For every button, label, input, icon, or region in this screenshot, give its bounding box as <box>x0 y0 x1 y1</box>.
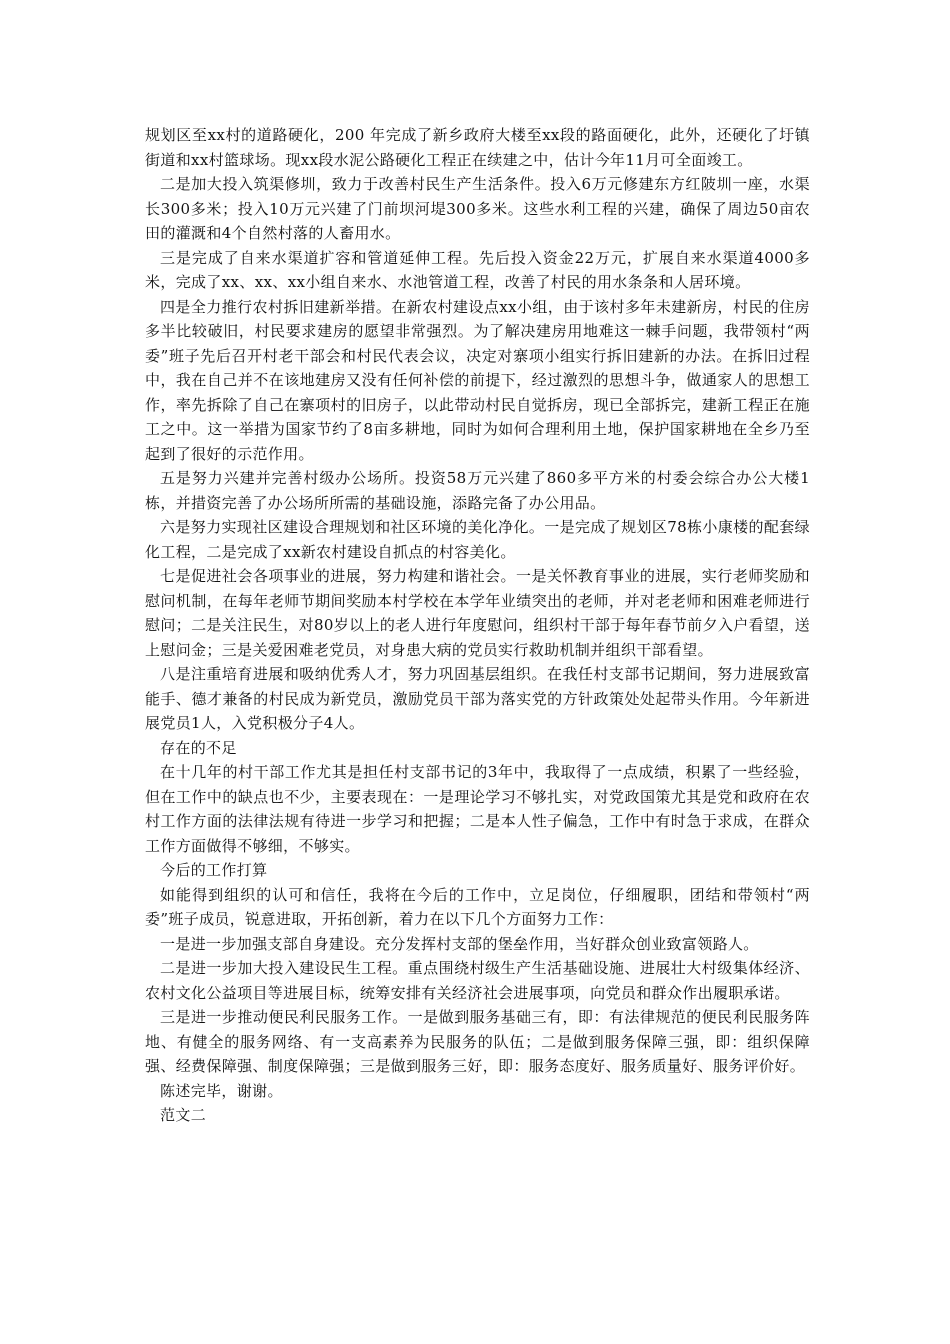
paragraph-future-intro: 如能得到组织的认可和信任，我将在今后的工作中，立足岗位，仔细履职，团结和带领村“两委”班子成员，锐意进取，开拓创新，着力在以下几个方面努力工作： <box>145 885 810 928</box>
paragraph-plan-one: 一是进一步加强支部自身建设。充分发挥村支部的堡垒作用，当好群众创业致富领路人。 <box>160 934 759 953</box>
paragraph-community-planning: 六是努力实现社区建设合理规划和社区环境的美化净化。一是完成了规划区78栋小康楼的配套绿化工程，二是完成了xx新农村建设自抓点的村容美化。 <box>145 518 810 561</box>
paragraph-plan-two: 二是进一步加大投入建设民生工程。重点围绕村级生产生活基础设施、进展壮大村级集体经济、农村文化公益项目等进展目标，统筹安排有关经济社会进展事项，向党员和群众作出履职承诺。 <box>145 959 810 1002</box>
heading-sample-two: 范文二 <box>160 1106 207 1124</box>
paragraph-water-channels: 二是加大投入筑渠修圳，致力于改善村民生产生活条件。投入6万元修建东方红陂圳一座，水渠长300多米；投入10万元兴建了门前坝河堤300多米。这些水利工程的兴建，确保了周边50亩农田的灌溉和4个自然村落的人畜用水。 <box>145 175 810 242</box>
paragraph-shortcomings: 在十几年的村干部工作尤其是担任村支部书记的3年中，我取得了一点成绩，积累了一些经验，但在工作中的缺点也不少，主要表现在：一是理论学习不够扎实，对党政国策尤其是党和政府在农村工作方面的法律法规有待进一步学习和把握；二是本人性子偏急，工作中有时急于求成，在群众工作方面做得不够细，不够实。 <box>145 763 810 855</box>
paragraph-road-hardening: 规划区至xx村的道路硬化，200 年完成了新乡政府大楼至xx段的路面硬化，此外，还硬化了圩镇街道和xx村篮球场。现xx段水泥公路硬化工程正在续建之中，估计今年11月可全面竣工。 <box>145 126 810 169</box>
paragraph-social-development: 七是促进社会各项事业的进展，努力构建和谐社会。一是关怀教育事业的进展，实行老师奖励和慰问机制，在每年老师节期间奖励本村学校在本学年业绩突出的老师，并对老老师和困难老师进行慰问；二是关注民生，对80岁以上的老人进行年度慰问，组织村干部于每年春节前夕入户看望，送上慰问金；三是关爱困难老党员，对身患大病的党员实行救助机制并组织干部看望。 <box>145 567 810 659</box>
paragraph-demolition-rebuild: 四是全力推行农村拆旧建新举措。在新农村建设点xx小组，由于该村多年未建新房，村民的住房多半比较破旧，村民要求建房的愿望非常强烈。为了解决建房用地难这一棘手问题，我带领村“两委”班子先后召开村老干部会和村民代表会议，决定对寨项小组实行拆旧建新的办法。在拆旧过程中，我在自己并不在该地建房又没有任何补偿的前提下，经过激烈的思想斗争，做通家人的思想工作，率先拆除了自己在寨项村的旧房子，以此带动村民自觉拆房，现已全部拆完，建新工程正在施工之中。这一举措为国家节约了8亩多耕地，同时为如何合理利用土地，保护国家耕地在全乡乃至起到了很好的示范作用。 <box>145 297 810 463</box>
document-body <box>145 123 810 1128</box>
paragraph-closing: 陈述完毕，谢谢。 <box>160 1081 283 1100</box>
heading-future-plans: 今后的工作打算 <box>160 861 268 879</box>
heading-shortcomings: 存在的不足 <box>160 738 237 757</box>
paragraph-plan-three: 三是进一步推动便民利民服务工作。一是做到服务基础三有，即：有法律规范的便民利民服务阵地、有健全的服务网络、有一支高素养为民服务的队伍；二是做到服务保障三强，即：组织保障强、经费保障强、制度保障强；三是做到服务三好，即：服务态度好、服务质量好、服务评价好。 <box>145 1008 810 1075</box>
paragraph-office-building: 五是努力兴建并完善村级办公场所。投资58万元兴建了860多平方米的村委会综合办公大楼1栋，并措资完善了办公场所所需的基础设施，添路完备了办公用品。 <box>145 469 810 512</box>
paragraph-talent-cultivation: 八是注重培育进展和吸纳优秀人才，努力巩固基层组织。在我任村支部书记期间，努力进展致富能手、德才兼备的村民成为新党员，激励党员干部为落实党的方针政策处处起带头作用。今年新进展党员1人，入党积极分子4人。 <box>145 665 810 732</box>
paragraph-tap-water: 三是完成了自来水渠道扩容和管道延伸工程。先后投入资金22万元，扩展自来水渠道4000多米，完成了xx、xx、xx小组自来水、水池管道工程，改善了村民的用水条条和人居环境。 <box>145 248 810 291</box>
